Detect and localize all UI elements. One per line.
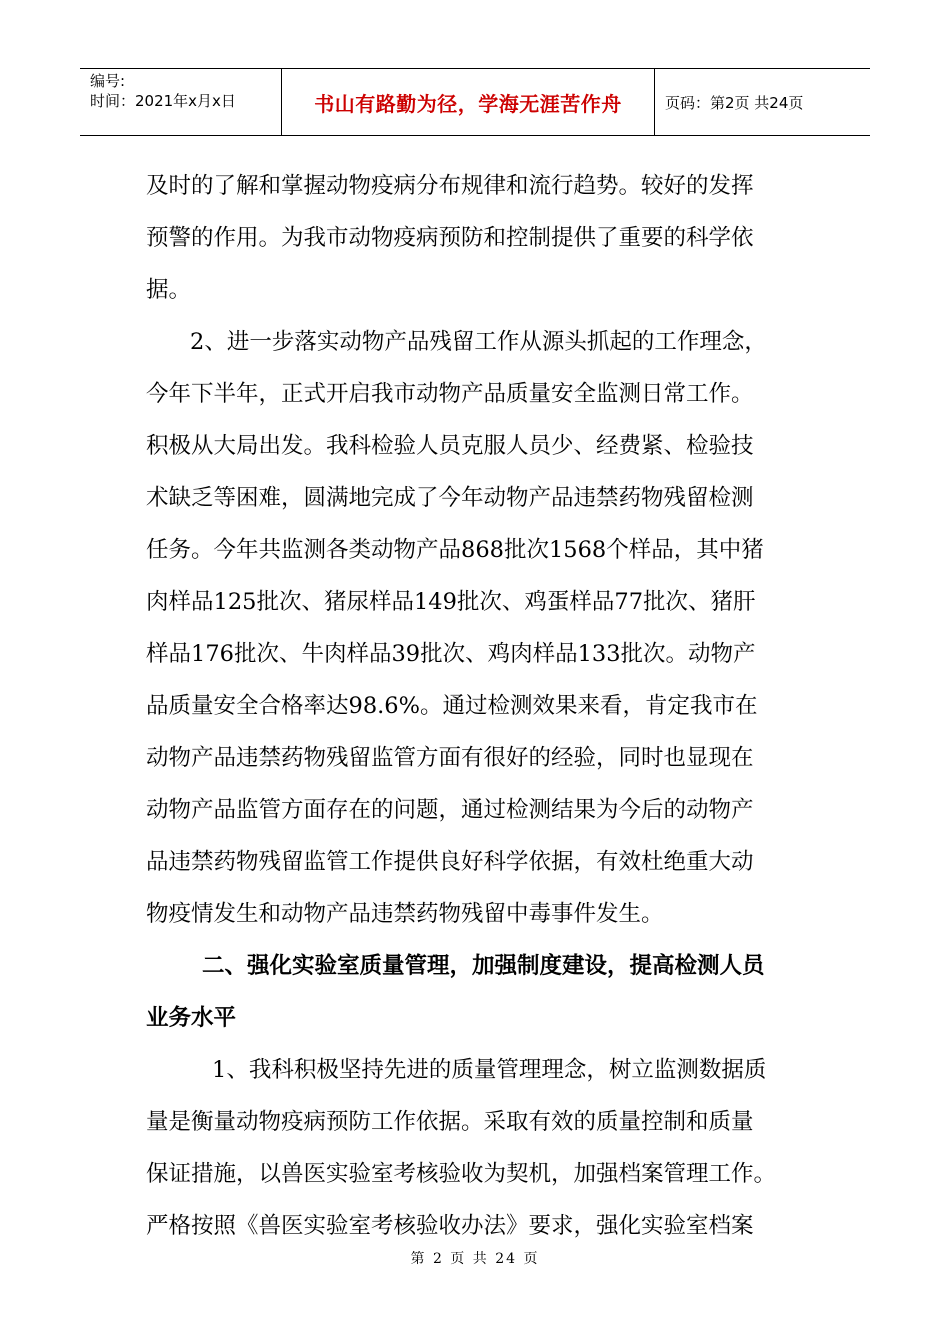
paragraph-block-2 xyxy=(146,1044,826,1252)
text-line: 1、我科积极坚持先进的质量管理理念，树立监测数据质 xyxy=(212,1057,767,1083)
text-line: 严格按照《兽医实验室考核验收办法》要求，强化实验室档案 xyxy=(146,1213,754,1239)
text-line: 量是衡量动物疫病预防工作依据。采取有效的质量控制和质量 xyxy=(146,1109,754,1135)
text-line: 品质量安全合格率达98.6%。通过检测效果来看，肯定我市在 xyxy=(146,693,758,719)
text-line: 动物产品违禁药物残留监管方面有很好的经验，同时也显现在 xyxy=(146,745,754,771)
text-line: 肉样品125批次、猪尿样品149批次、鸡蛋样品77批次、猪肝 xyxy=(146,589,756,615)
text-line: 据。 xyxy=(146,277,192,303)
header-page-info: 页码：第2页 共24页 xyxy=(665,93,804,112)
document-body xyxy=(146,160,826,1252)
text-line: 物疫情发生和动物产品违禁药物残留中毒事件发生。 xyxy=(146,901,664,927)
page-footer: 第 2 页 共 24 页 xyxy=(410,1251,540,1267)
document-number-label: 编号: xyxy=(90,72,126,90)
text-line: 及时的了解和掌握动物疫病分布规律和流行趋势。较好的发挥 xyxy=(146,173,754,199)
paragraph-block-1 xyxy=(146,160,826,940)
text-line: 今年下半年，正式开启我市动物产品质量安全监测日常工作。 xyxy=(146,381,754,407)
text-line: 任务。今年共监测各类动物产品868批次1568个样品，其中猪 xyxy=(146,537,764,563)
text-line: 2、进一步落实动物产品残留工作从源头抓起的工作理念， xyxy=(190,329,767,355)
section-heading-line-1: 二、强化实验室质量管理，加强制度建设，提高检测人员 xyxy=(202,953,765,979)
page-header xyxy=(80,68,870,136)
document-time-label: 时间：2021年x月x日 xyxy=(90,92,236,110)
text-line: 样品176批次、牛肉样品39批次、鸡肉样品133批次。动物产 xyxy=(146,641,756,667)
text-line: 动物产品监管方面存在的问题，通过检测结果为今后的动物产 xyxy=(146,797,754,823)
header-meta xyxy=(80,69,282,135)
text-line: 积极从大局出发。我科检验人员克服人员少、经费紧、检验技 xyxy=(146,433,754,459)
section-heading-line-2: 业务水平 xyxy=(146,1005,237,1031)
text-line: 术缺乏等困难，圆满地完成了今年动物产品违禁药物残留检测 xyxy=(146,485,754,511)
text-line: 保证措施，以兽医实验室考核验收为契机，加强档案管理工作。 xyxy=(146,1161,777,1187)
header-motto: 书山有路勤为径，学海无涯苦作舟 xyxy=(282,69,655,135)
text-line: 品违禁药物残留监管工作提供良好科学依据，有效杜绝重大动 xyxy=(146,849,754,875)
text-line: 预警的作用。为我市动物疫病预防和控制提供了重要的科学依 xyxy=(146,225,754,251)
